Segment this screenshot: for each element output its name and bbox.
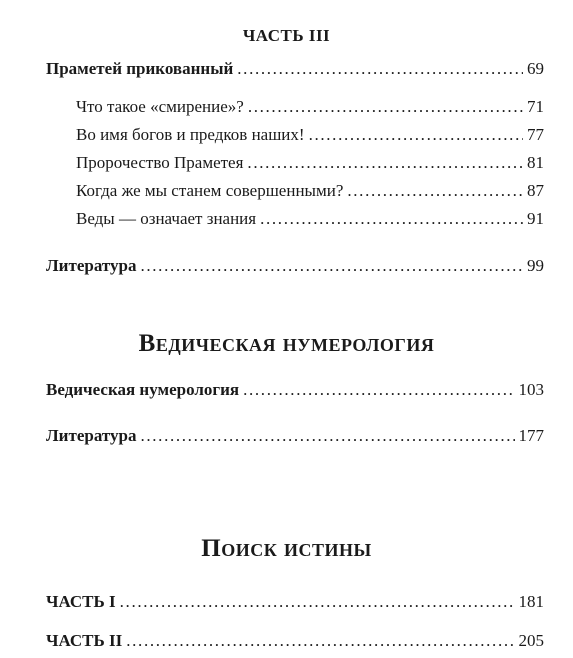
toc-entry-page: 81 [527, 153, 544, 172]
dot-leader [237, 58, 523, 80]
part-3-heading: ЧАСТЬ III [242, 26, 331, 45]
toc-entry-prophecy[interactable] [76, 152, 544, 174]
toc-entry-prometheus[interactable] [46, 58, 544, 80]
toc-entry-perfect[interactable] [76, 180, 544, 202]
toc-entry-page: 71 [527, 97, 544, 116]
dot-leader [126, 630, 514, 652]
toc-entry-gods-ancestors[interactable] [76, 124, 544, 146]
toc-entry-literature-1[interactable] [46, 255, 544, 277]
toc-entry-title: Литература [46, 426, 137, 445]
dot-leader [120, 591, 515, 613]
toc-entry-vedic-numerology[interactable] [46, 379, 544, 401]
toc-entry-page: 205 [518, 631, 544, 650]
toc-entry-title: Праметей прикованный [46, 59, 234, 78]
toc-entry-literature-2[interactable] [46, 425, 544, 447]
toc-entry-page: 181 [518, 592, 544, 611]
toc-entry-title: ЧАСТЬ I [46, 592, 116, 611]
vedic-numerology-heading: Ведическая нумерология [138, 330, 435, 357]
dot-leader [140, 255, 523, 277]
toc-entry-page: 177 [518, 426, 544, 445]
search-truth-heading: Поиск истины [201, 535, 372, 562]
toc-entry-page: 87 [527, 181, 544, 200]
dot-leader [248, 96, 523, 118]
dot-leader [347, 180, 523, 202]
toc-entry-part-2[interactable] [46, 630, 544, 652]
toc-entry-page: 77 [527, 125, 544, 144]
toc-entry-page: 99 [527, 256, 544, 275]
toc-entry-title: Что такое «смирение»? [76, 97, 244, 116]
toc-entry-title: Ведическая нумерология [46, 380, 240, 399]
dot-leader [309, 124, 523, 146]
toc-entry-title: ЧАСТЬ II [46, 631, 123, 650]
toc-entry-vedas[interactable] [76, 208, 544, 230]
toc-entry-humility[interactable] [76, 96, 544, 118]
dot-leader [247, 152, 523, 174]
toc-entry-page: 103 [518, 380, 544, 399]
toc-entry-title: Литература [46, 256, 137, 275]
toc-entry-title: Во имя богов и предков наших! [76, 125, 305, 144]
toc-entry-title: Когда же мы станем совершенными? [76, 181, 344, 200]
toc-entry-part-1[interactable] [46, 591, 544, 613]
toc-entry-page: 69 [527, 59, 544, 78]
toc-entry-title: Пророчество Праметея [76, 153, 244, 172]
dot-leader [243, 379, 514, 401]
dot-leader [260, 208, 523, 230]
toc-entry-title: Веды — означает знания [76, 209, 257, 228]
toc-entry-page: 91 [527, 209, 544, 228]
dot-leader [140, 425, 514, 447]
